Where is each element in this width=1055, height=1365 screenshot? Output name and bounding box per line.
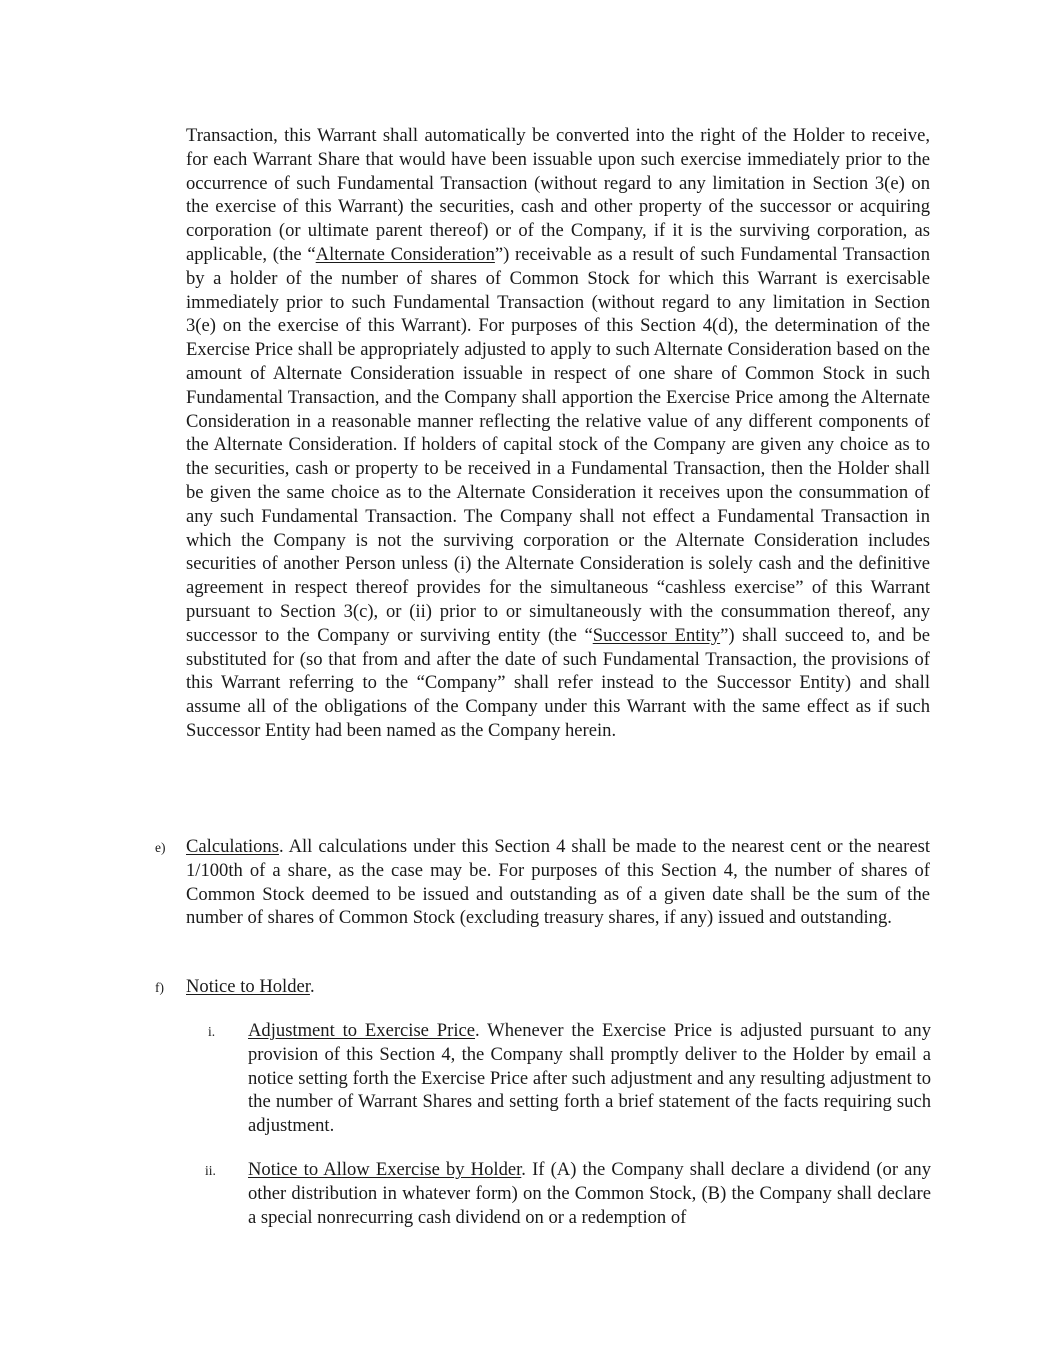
- section-f-i-marker: i.: [208, 1024, 216, 1039]
- fundamental-transaction-continuation: [186, 124, 930, 743]
- section-f-i-heading: Adjustment to Exercise Price: [248, 1020, 475, 1041]
- alternate-consideration-term: Alternate Consideration: [315, 243, 495, 265]
- section-f-i-paragraph: [248, 1019, 931, 1138]
- section-f-i-body: . Whenever the Exercise Price is adjusted pursuant to any provision of this Section 4, the Company shall promptly deliver to the Holder by email a notice setting forth the Exercise Price after such adjustment and any resulting adjustment to the number of Warrant Shares and setting forth a brief statement of the facts requiring such adjustment.: [248, 1020, 931, 1137]
- section-e-paragraph: [186, 835, 930, 930]
- successor-entity-term: Successor Entity: [592, 624, 721, 646]
- section-e-heading: Calculations: [186, 836, 279, 857]
- continuation-text-1: Transaction, this Warrant shall automatically be converted into the right of the Holder to receive, for each Warrant Share that would have been issuable upon such exercise immediately prior to the occurrence of such Fundamental Transaction (without regard to any limitation in Section 3(e) on the exercise of this Warrant) the securities, cash and other property of the successor or acquiring corporation (or ultimate parent thereof) or of the Company, if it is the surviving corporation, as applicable, (the “: [186, 125, 930, 265]
- section-f-ii-paragraph: [248, 1158, 931, 1229]
- section-e-body: . All calculations under this Section 4 shall be made to the nearest cent or the nearest 1/100th of a share, as the case may be. For purposes of this Section 4, the number of shares of Common Stock deemed to be issued and outstanding as of a given date shall be the sum of the number of shares of Common Stock (excluding treasury shares, if any) issued and outstanding.: [186, 836, 930, 929]
- section-f-ii-marker: ii.: [205, 1163, 216, 1178]
- continuation-text-2: ”) receivable as a result of such Fundamental Transaction by a holder of the number of shares of Common Stock for which this Warrant is exercisable immediately prior to such Fundamental Transaction (without regard to any limitation in Section 3(e) on the exercise of this Warrant). For purposes of this Section 4(d), the determination of the Exercise Price shall be appropriately adjusted to apply to such Alternate Consideration based on the amount of Alternate Consideration issuable in respect of one share of Common Stock in such Fundamental Transaction, and the Company shall apportion the Exercise Price among the Alternate Consideration in a reasonable manner reflecting the relative value of any different components of the Alternate Consideration. If holders of capital stock of the Company are given any choice as to the securities, cash or property to be received in a Fundamental Transaction, then the Holder shall be given the same choice as to the Alternate Consideration it receives upon the consummation of any such Fundamental Transaction. The Company shall not effect a Fundamental Transaction in which the Company is not the surviving corporation or the Alternate Consideration includes securities of another Person unless (i) the Alternate Consideration is solely cash and the definitive agreement in respect thereof provides for the simultaneous “cashless exercise” of this Warrant pursuant to Section 3(c), or (ii) prior to or simultaneously with the consummation thereof, any successor to the Company or surviving entity (the “: [186, 243, 930, 646]
- section-f-body: .: [309, 976, 315, 997]
- section-f-ii-heading: Notice to Allow Exercise by Holder: [248, 1159, 522, 1180]
- continuation-text-3: ”) shall succeed to, and be substituted for (so that from and after the date of such Fundamental Transaction, the provisions of this Warrant referring to the “Company” shall refer instead to the Successor Entity) and shall assume all of the obligations of the Company under this Warrant with the same effect as if such Successor Entity had been named as the Company herein.: [186, 624, 930, 741]
- section-f-marker: f): [155, 980, 164, 995]
- section-f-heading: Notice to Holder: [186, 976, 310, 997]
- section-f-paragraph: [186, 975, 930, 999]
- section-f-ii-body: . If (A) the Company shall declare a dividend (or any other distribution in whatever form) on the Common Stock, (B) the Company shall declare a special nonrecurring cash dividend on or a redemption of: [248, 1159, 931, 1228]
- section-e-marker: e): [155, 840, 166, 855]
